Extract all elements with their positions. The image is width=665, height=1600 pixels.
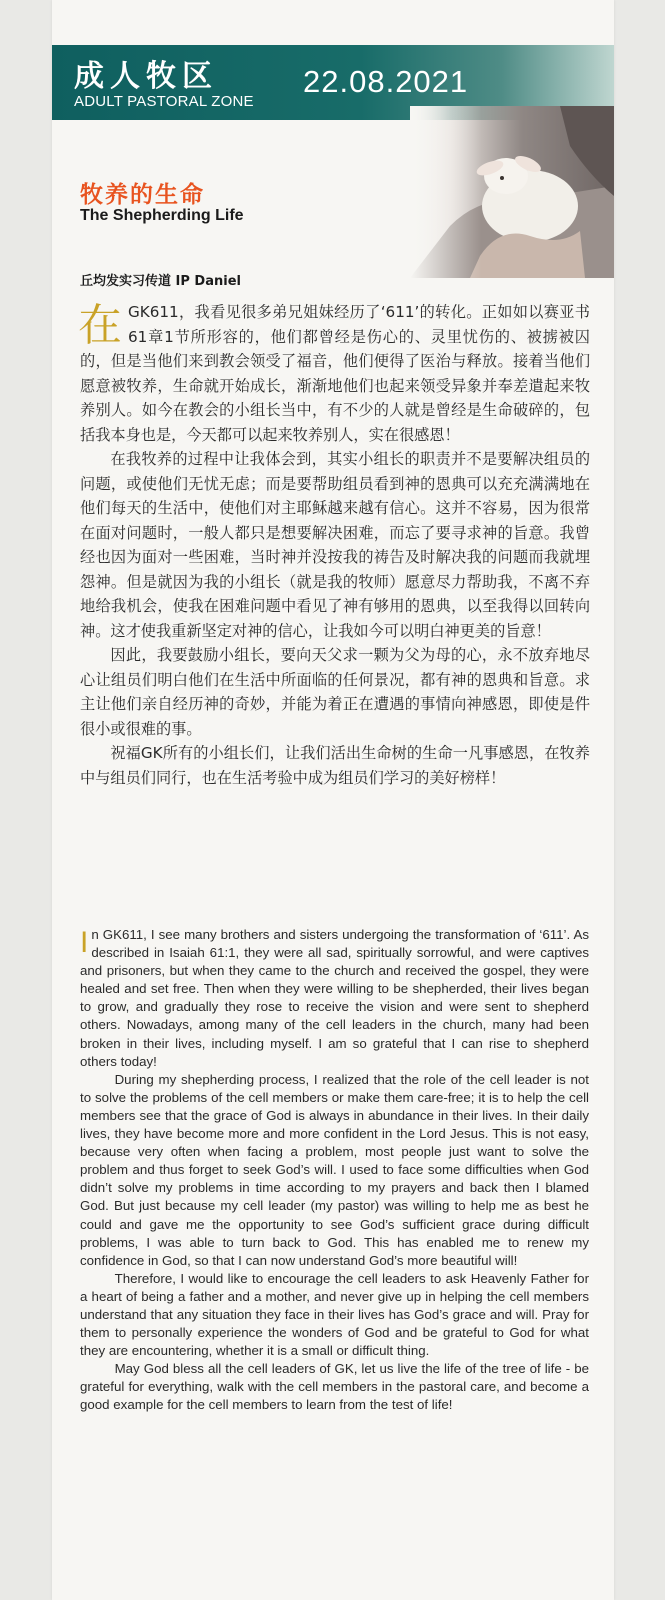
cn-paragraph bbox=[80, 300, 590, 447]
en-paragraph: Therefore, I would like to encourage the cell leaders to ask Heavenly Father for a heart of being a father and a mother, and never give up in helping the cell members understand that any situation they face in their lives has God’s grace and will. Pray for them to personally experience the wonders of God and be grateful to God for what they are encountering, whether it is a small or difficult thing. bbox=[80, 1270, 589, 1359]
en-paragraph-text: n GK611, I see many brothers and sisters undergoing the transformation of ‘611’. As described in Isaiah 61:1, they were all sad, spiritually sorrowful, and were captives and prisoners, but when they came to the church and received the gospel, they were healed and set free. Then when they were willing to be shepherded, their lives began to grow, and gradually they rose to receive the vision and were sent to shepherd others. Nowadays, among many of the cell leaders in the church, many had been broken in their lives, including myself. I am so grateful that I can rise to shepherd others today! bbox=[80, 927, 589, 1069]
shepherd-lamb-photo bbox=[410, 106, 614, 278]
cn-paragraph: 在我牧养的过程中让我体会到，其实小组长的职责并不是要解决组员的问题，或使他们无忧无虑；而是要帮助组员看到神的恩典可以充充满满地在他们每天的生活中，使他们对主耶稣越来越有信心。这并不容易，因为很常在面对问题时，一般人都只是想要解决困难，而忘了要寻求神的旨意。我曾经也因为面对一些困难，当时神并没按我的祷告及时解决我的问题而我就埋怨神。但是就因为我的小组长（就是我的牧师）愿意尽力帮助我，不离不弃地给我机会，使我在困难问题中看见了神有够用的恩典，以至我得以回转向神。这才使我重新坚定对神的信心，让我如今可以明白神更美的旨意！ bbox=[80, 450, 590, 640]
cn-paragraph: 祝福GK所有的小组长们，让我们活出生命树的生命一凡事感恩，在牧养中与组员们同行，也在生活考验中成为组员们学习的美好榜样！ bbox=[80, 744, 590, 787]
zone-title-en: ADULT PASTORAL ZONE bbox=[74, 93, 254, 110]
english-article-body bbox=[80, 926, 589, 1415]
cn-drop-cap: 在 bbox=[78, 300, 122, 351]
article-title-en: The Shepherding Life bbox=[80, 207, 244, 224]
issue-date: 22.08.2021 bbox=[303, 64, 469, 99]
article-author: 丘均发实习传道 IP Daniel bbox=[80, 274, 241, 289]
chinese-article-body bbox=[80, 300, 590, 790]
en-paragraph: May God bless all the cell leaders of GK, let us live the life of the tree of life - be grateful for everything, walk with the cell members in the pastoral care, and become a good example for the cell members to learn from the test of life! bbox=[80, 1361, 589, 1413]
cn-paragraph: 因此，我要鼓励小组长，要向天父求一颗为父为母的心，永不放弃地尽心让组员们明白他们在生活中所面临的任何景况，都有神的恩典和旨意。求主让他们亲自经历神的奇妙，并能为着正在遭遇的事情向神感恩，即使是件很小或很难的事。 bbox=[80, 646, 590, 738]
en-drop-cap: I bbox=[80, 926, 89, 959]
en-paragraph bbox=[80, 926, 589, 1071]
lamb-illustration bbox=[410, 106, 614, 278]
cn-paragraph-text: GK611，我看见很多弟兄姐妹经历了‘611’的转化。正如如以赛亚书61章1节所形容的，他们都曾经是伤心的、灵里忧伤的、被掳被囚的，但是当他们来到教会领受了福音，他们便得了医治与释放。接着当他们愿意被牧养，生命就开始成长，渐渐地他们也起来领受异象并奉差遣起来牧养别人。如今在教会的小组长当中，有不少的人就是曾经是生命破碎的，包括我本身也是，今天都可以起来牧养别人，实在很感恩！ bbox=[80, 303, 590, 444]
article-title-cn: 牧养的生命 bbox=[80, 182, 205, 208]
en-paragraph: During my shepherding process, I realized that the role of the cell leader is not to solve the problems of the cell members or make them care-free; it is to help the cell members see that the grace of God is always in abundance in their lives. In their daily lives, they have become more and more confident in the Lord Jesus. This is not easy, because very often when facing a problem, most people just want to solve the problem and thus forget to seek God’s will. I used to face some difficulties when God didn’t solve my problems in time according to my prayers and back then I blamed God. But just because my cell leader (my pastor) was willing to help me as best he could and gave me the opportunity to see God’s sufficient grace during difficult problems, I was able to turn back to God. This has enabled me to renew my confidence in God, so that I can now understand God’s more beautiful will! bbox=[80, 1071, 589, 1268]
zone-title-cn: 成人牧区 bbox=[74, 59, 218, 94]
